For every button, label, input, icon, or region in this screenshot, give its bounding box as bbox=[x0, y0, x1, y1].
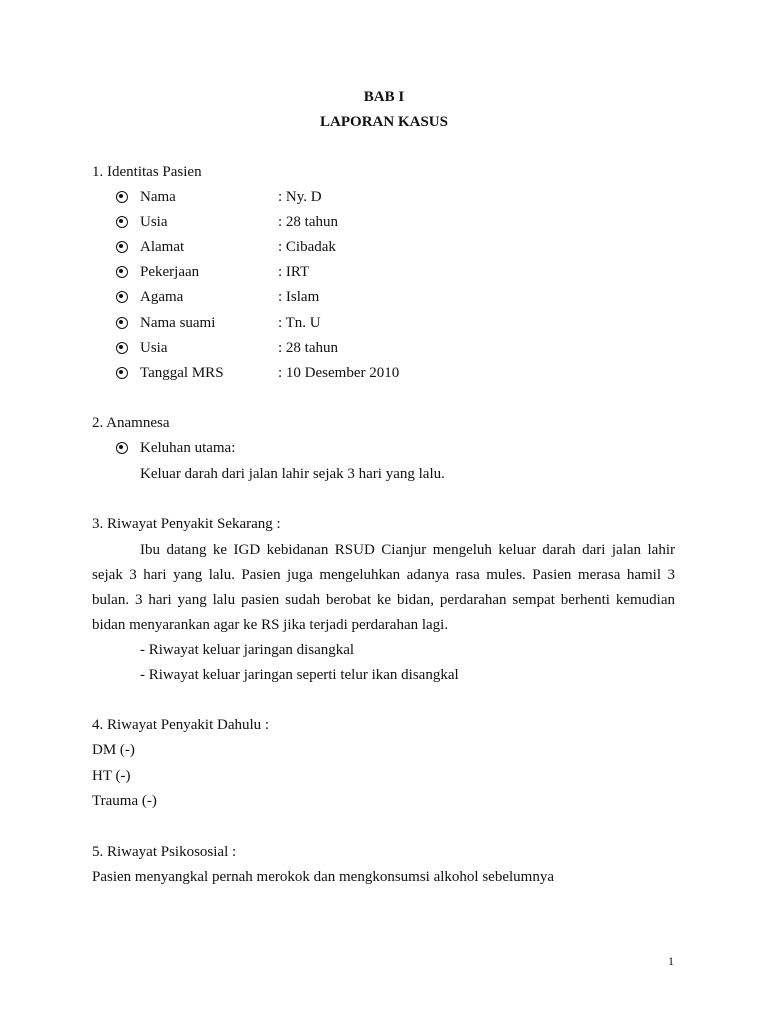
field-value: : 28 tahun bbox=[278, 340, 338, 356]
chapter-heading: BAB I bbox=[363, 89, 405, 105]
rps-item: - Riwayat keluar jaringan seperti telur ikan disangkal bbox=[140, 667, 459, 683]
field-value: : 28 tahun bbox=[278, 214, 338, 230]
rps-line: bidan menyarankan agar ke RS jika terjadi perdarahan lagi. bbox=[92, 617, 449, 633]
bullet-icon bbox=[116, 342, 128, 354]
field-label: Usia bbox=[140, 340, 168, 356]
field-value: : Cibadak bbox=[278, 239, 336, 255]
rps-item: - Riwayat keluar jaringan disangkal bbox=[140, 642, 355, 658]
field-value: : Ny. D bbox=[278, 189, 322, 205]
rps-heading: 3. Riwayat Penyakit Sekarang : bbox=[92, 516, 281, 532]
keluhan-text: Keluar darah dari jalan lahir sejak 3 hari yang lalu. bbox=[140, 466, 445, 482]
rps-line: sejak 3 hari yang lalu. Pasien juga mengeluhkan adanya rasa mules. Pasien merasa hamil 3 bbox=[92, 567, 675, 583]
field-value: : Tn. U bbox=[278, 315, 321, 331]
bullet-icon bbox=[116, 367, 128, 379]
bullet-icon bbox=[116, 442, 128, 454]
field-label: Agama bbox=[140, 289, 184, 305]
field-label: Nama bbox=[140, 189, 176, 205]
rpd-heading: 4. Riwayat Penyakit Dahulu : bbox=[92, 717, 270, 733]
rpd-item: DM (-) bbox=[92, 742, 135, 758]
bullet-icon bbox=[116, 216, 128, 228]
field-label: Tanggal MRS bbox=[140, 365, 224, 381]
bullet-icon bbox=[116, 291, 128, 303]
field-label: Nama suami bbox=[140, 315, 216, 331]
bullet-icon bbox=[116, 241, 128, 253]
psikososial-text: Pasien menyangkal pernah merokok dan mengkonsumsi alkohol sebelumnya bbox=[92, 869, 554, 885]
identitas-heading: 1. Identitas Pasien bbox=[92, 164, 202, 180]
field-value: : Islam bbox=[278, 289, 320, 305]
field-value: : 10 Desember 2010 bbox=[278, 365, 400, 381]
rps-line: Ibu datang ke IGD kebidanan RSUD Cianjur mengeluh keluar darah dari jalan lahir bbox=[140, 542, 675, 558]
rpd-item: Trauma (-) bbox=[92, 793, 157, 809]
psikososial-heading: 5. Riwayat Psikososial : bbox=[92, 844, 237, 860]
field-label: Usia bbox=[140, 214, 168, 230]
bullet-icon bbox=[116, 191, 128, 203]
field-label: Pekerjaan bbox=[140, 264, 200, 280]
field-label: Alamat bbox=[140, 239, 185, 255]
bullet-icon bbox=[116, 317, 128, 329]
anamnesa-heading: 2. Anamnesa bbox=[92, 415, 170, 431]
field-value: : IRT bbox=[278, 264, 310, 280]
rpd-item: HT (-) bbox=[92, 768, 131, 784]
bullet-icon bbox=[116, 266, 128, 278]
keluhan-label: Keluhan utama: bbox=[140, 440, 236, 456]
rps-line: bulan. 3 hari yang lalu pasien sudah berobat ke bidan, perdarahan sempat berhenti kemudian bbox=[92, 592, 675, 608]
page-title: LAPORAN KASUS bbox=[320, 114, 448, 130]
page-number: 1 bbox=[668, 954, 674, 968]
